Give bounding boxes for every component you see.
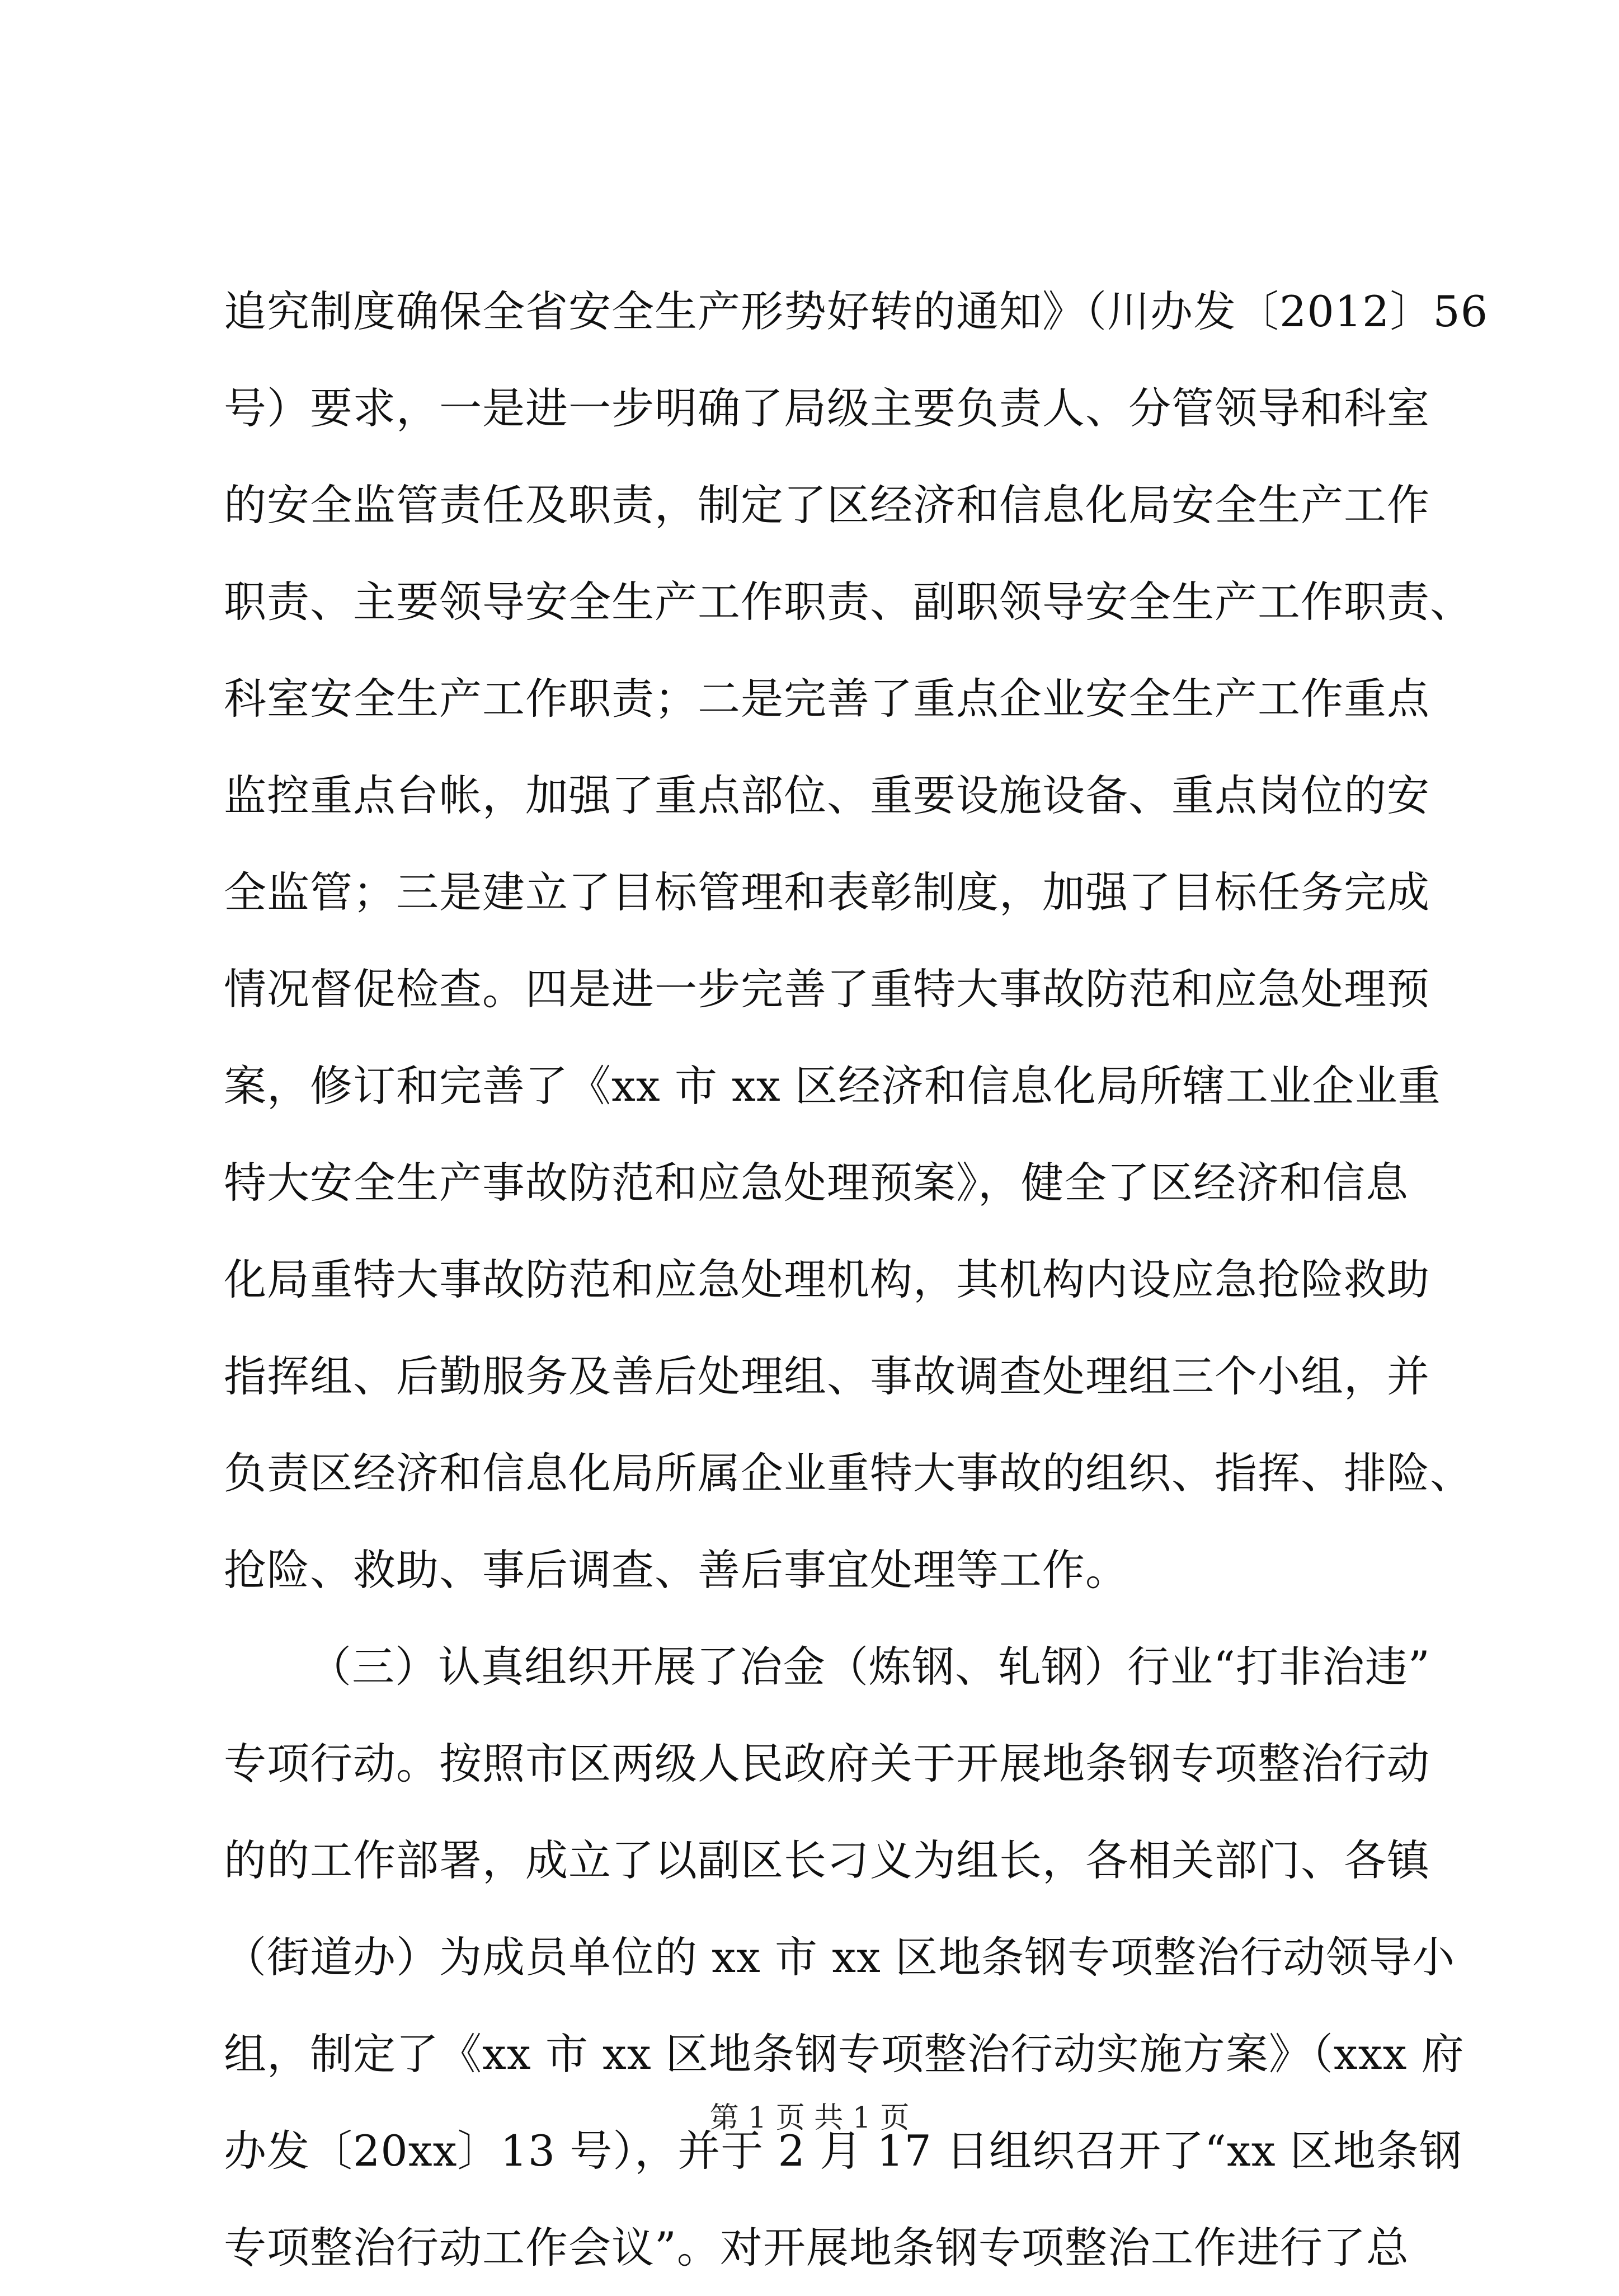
text-line: 科室安全生产工作职责；二是完善了重点企业安全生产工作重点 [224, 674, 1430, 724]
text-line: 专项整治行动工作会议”。对开展地条钢专项整治工作进行了总 [224, 2223, 1409, 2272]
page-number-footer: 第 1 页 共 1 页 [709, 2101, 910, 2135]
text-line: 案，修订和完善了《xx 市 xx 区经济和信息化局所辖工业企业重 [224, 1061, 1441, 1111]
text-line: 办发〔20xx〕13 号），并于 2 月 17 日组织召开了“xx 区地条钢 [224, 2126, 1462, 2176]
section-heading-line: （三）认真组织开展了冶金（炼钢、轧钢）行业“打非治违” [309, 1642, 1430, 1692]
text-line: 追究制度确保全省安全生产形势好转的通知》（川办发〔2012〕56 [224, 287, 1489, 336]
text-line: 的安全监管责任及职责，制定了区经济和信息化局安全生产工作 [224, 480, 1430, 530]
text-line: （街道办）为成员单位的 xx 市 xx 区地条钢专项整治行动领导小 [224, 1932, 1456, 1982]
text-line: 监控重点台帐，加强了重点部位、重要设施设备、重点岗位的安 [224, 771, 1430, 820]
text-line: 号）要求，一是进一步明确了局级主要负责人、分管领导和科室 [224, 383, 1430, 433]
text-line: 专项行动。按照市区两级人民政府关于开展地条钢专项整治行动 [224, 1739, 1430, 1788]
text-line: 的的工作部署，成立了以副区长刁义为组长，各相关部门、各镇 [224, 1835, 1430, 1885]
document-body [224, 263, 1489, 2296]
text-line: 指挥组、后勤服务及善后处理组、事故调查处理组三个小组，并 [224, 1351, 1430, 1401]
text-line: 全监管；三是建立了目标管理和表彰制度，加强了目标任务完成 [224, 867, 1430, 917]
text-line: 化局重特大事故防范和应急处理机构，其机构内设应急抢险救助 [224, 1255, 1430, 1304]
text-line: 特大安全生产事故防范和应急处理预案》，健全了区经济和信息 [224, 1158, 1409, 1208]
text-line: 职责、主要领导安全生产工作职责、副职领导安全生产工作职责、 [224, 577, 1473, 627]
text-line: 抢险、救助、事后调查、善后事宜处理等工作。 [224, 1545, 1128, 1595]
text-line: 组，制定了《xx 市 xx 区地条钢专项整治行动实施方案》（xxx 府 [224, 2029, 1465, 2079]
text-line: 情况督促检查。四是进一步完善了重特大事故防范和应急处理预 [224, 964, 1430, 1014]
text-line: 负责区经济和信息化局所属企业重特大事故的组织、指挥、排险、 [224, 1448, 1473, 1498]
